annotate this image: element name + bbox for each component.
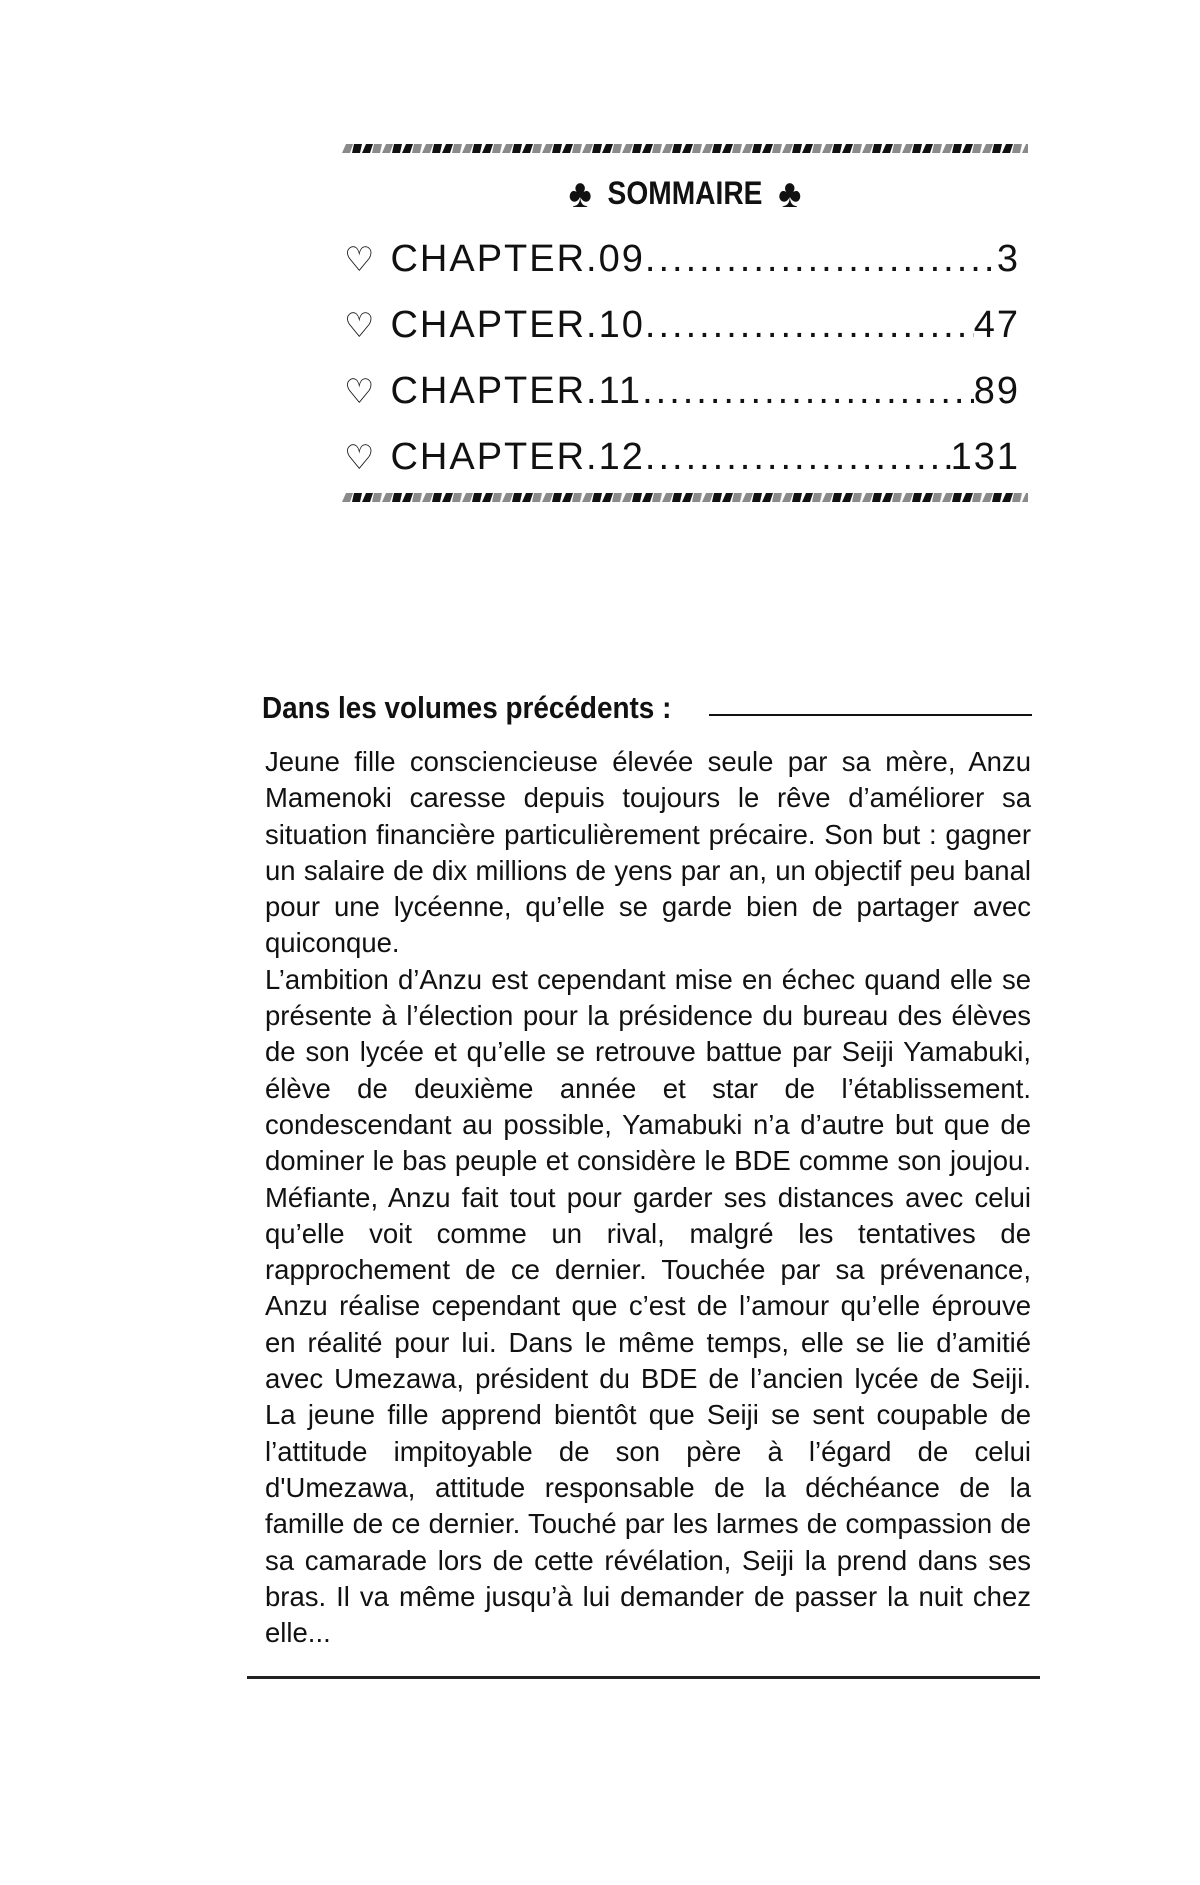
zigzag-segment (392, 493, 402, 502)
zigzag-segment (922, 493, 933, 502)
zigzag-segment (682, 493, 693, 502)
heart-outline-icon: ♡ (344, 240, 377, 280)
zigzag-segment (862, 493, 873, 502)
zigzag-segment (992, 144, 1002, 153)
zigzag-segment (872, 144, 882, 153)
zigzag-segment (872, 493, 882, 502)
zigzag-segment (782, 493, 793, 502)
heart-outline-icon: ♡ (344, 372, 377, 412)
zigzag-segment (452, 493, 462, 502)
toc-title-text: SOMMAIRE (607, 175, 763, 211)
zigzag-segment (772, 144, 782, 153)
zigzag-segment (642, 493, 653, 502)
zigzag-segment (692, 144, 702, 153)
zigzag-segment (902, 493, 913, 502)
zigzag-segment (552, 144, 562, 153)
zigzag-segment (952, 144, 962, 153)
zigzag-segment (832, 144, 842, 153)
zigzag-segment (1002, 144, 1013, 153)
toc-entry-page: 131 (950, 436, 1020, 478)
zigzag-segment (612, 144, 622, 153)
zigzag-segment (822, 493, 833, 502)
zigzag-segment (572, 493, 582, 502)
zigzag-segment (802, 493, 813, 502)
heart-outline-icon: ♡ (344, 438, 377, 478)
zigzag-segment (412, 493, 422, 502)
toc-title (383, 172, 987, 217)
zigzag-segment (712, 493, 722, 502)
table-of-contents (344, 238, 1020, 502)
zigzag-segment (722, 144, 733, 153)
zigzag-segment (812, 493, 822, 502)
zigzag-segment (742, 493, 753, 502)
zigzag-segment (832, 493, 842, 502)
club-icon: ♣ (568, 172, 592, 216)
zigzag-segment (442, 144, 453, 153)
zigzag-segment (762, 493, 773, 502)
toc-entry[interactable] (344, 370, 1020, 436)
zigzag-segment (892, 493, 902, 502)
zigzag-segment (562, 493, 573, 502)
zigzag-segment (702, 493, 713, 502)
zigzag-segment (512, 144, 522, 153)
zigzag-segment (762, 144, 773, 153)
zigzag-segment (422, 144, 433, 153)
zigzag-segment (672, 493, 682, 502)
zigzag-segment (932, 144, 942, 153)
zigzag-segment (592, 144, 602, 153)
zigzag-segment (642, 144, 653, 153)
zigzag-segment (732, 493, 742, 502)
zigzag-segment (522, 493, 533, 502)
zigzag-segment (492, 144, 502, 153)
toc-entry-label: CHAPTER.12 (390, 436, 645, 478)
zigzag-segment (712, 144, 722, 153)
zigzag-segment (502, 493, 513, 502)
zigzag-pattern (342, 492, 1028, 502)
zigzag-segment (562, 144, 573, 153)
zigzag-segment (962, 144, 973, 153)
zigzag-segment (432, 493, 442, 502)
zigzag-segment (372, 493, 382, 502)
zigzag-segment (982, 493, 993, 502)
zigzag-segment (352, 144, 362, 153)
zigzag-segment (412, 144, 422, 153)
zigzag-segment (372, 144, 382, 153)
zigzag-segment (402, 144, 413, 153)
zigzag-segment (802, 144, 813, 153)
zigzag-segment (602, 493, 613, 502)
zigzag-segment (852, 144, 862, 153)
zigzag-segment (1012, 144, 1022, 153)
toc-entry-label: CHAPTER.11 (390, 370, 643, 412)
zigzag-segment (652, 493, 662, 502)
zigzag-segment (782, 144, 793, 153)
zigzag-segment (742, 144, 753, 153)
zigzag-segment (812, 144, 822, 153)
zigzag-segment (342, 144, 353, 153)
recap-heading (262, 690, 1032, 726)
zigzag-segment (922, 144, 933, 153)
heading-rule (709, 714, 1032, 716)
zigzag-segment (882, 493, 893, 502)
zigzag-segment (362, 493, 373, 502)
zigzag-segment (502, 144, 513, 153)
zigzag-segment (602, 144, 613, 153)
zigzag-segment (492, 493, 502, 502)
zigzag-segment (532, 493, 542, 502)
zigzag-segment (392, 144, 402, 153)
zigzag-segment (772, 493, 782, 502)
toc-entry-page: 47 (973, 304, 1020, 346)
club-icon: ♣ (778, 172, 802, 216)
toc-leader-dots (645, 304, 974, 347)
zigzag-segment (702, 144, 713, 153)
zigzag-segment (842, 493, 853, 502)
zigzag-segment (512, 493, 522, 502)
zigzag-segment (522, 144, 533, 153)
zigzag-segment (672, 144, 682, 153)
zigzag-segment (682, 144, 693, 153)
zigzag-segment (612, 493, 622, 502)
toc-entry[interactable] (344, 238, 1020, 304)
zigzag-segment (632, 144, 642, 153)
zigzag-segment (592, 493, 602, 502)
zigzag-segment (582, 493, 593, 502)
zigzag-segment (432, 144, 442, 153)
toc-leader-dots (645, 238, 997, 281)
zigzag-segment (442, 493, 453, 502)
zigzag-segment (822, 144, 833, 153)
zigzag-segment (942, 493, 953, 502)
zigzag-segment (792, 493, 802, 502)
zigzag-segment (452, 144, 462, 153)
zigzag-segment (482, 493, 493, 502)
zigzag-segment (752, 144, 762, 153)
zigzag-segment (472, 493, 482, 502)
zigzag-segment (1022, 493, 1028, 502)
zigzag-segment (572, 144, 582, 153)
zigzag-pattern (342, 143, 1028, 153)
zigzag-segment (862, 144, 873, 153)
zigzag-segment (662, 493, 673, 502)
zigzag-segment (902, 144, 913, 153)
zigzag-segment (722, 493, 733, 502)
zigzag-segment (342, 493, 353, 502)
zigzag-segment (972, 493, 982, 502)
zigzag-segment (462, 144, 473, 153)
zigzag-segment (622, 493, 633, 502)
zigzag-segment (382, 493, 393, 502)
recap-paragraph: L’ambition d’Anzu est cependant mise en échec quand elle se présente à l’élection pour la présidence du bureau des élèves de son lycée et qu’elle se retrouve battue par Seiji Yamabuki, élève de deuxième année et star de l’établissement. condescendant au possible, Yamabuki n’a d’autre but que de dominer le bas peuple et considère le BDE comme son joujou. Méfiante, Anzu fait tout pour garder ses distances avec celui qu’elle voit comme un rival, malgré les tentatives de rapprochement de ce dernier. Touchée par sa prévenance, Anzu réalise cependant que c’est de l’amour qu’elle éprouve en réalité pour lui. Dans le même temps, elle se lie d’amitié avec Umezawa, président du BDE de l’ancien lycée de Seiji. La jeune fille apprend bientôt que Seiji se sent coupable de l’attitude impitoyable de son père à l’égard de celui d'Umezawa, attitude responsable de la déchéance de la famille de ce dernier. Touché par les larmes de compassion de sa camarade lors de cette révélation, Seiji la prend dans ses bras. Il va même jusqu’à lui demander de passer la nuit chez elle... (265, 963, 1031, 1649)
zigzag-segment (532, 144, 542, 153)
toc-leader-dots (645, 436, 951, 479)
bottom-rule (247, 1676, 1040, 1679)
zigzag-segment (942, 144, 953, 153)
zigzag-segment (482, 144, 493, 153)
zigzag-segment (912, 144, 922, 153)
zigzag-segment (692, 493, 702, 502)
toc-entry-label: CHAPTER.10 (390, 304, 645, 346)
recap-paragraph: Jeune fille consciencieuse élevée seule par sa mère, Anzu Mamenoki caresse depuis toujours le rêve d’améliorer sa situation financière particulièrement précaire. Son but : gagner un salaire de dix millions de yens par an, un objectif peu banal pour une lycéenne, qu’elle se garde bien de partager avec quiconque. (265, 746, 1031, 959)
zigzag-segment (992, 493, 1002, 502)
toc-entry-page: 89 (973, 370, 1020, 412)
zigzag-segment (382, 144, 393, 153)
toc-entry[interactable] (344, 304, 1020, 370)
zigzag-segment (622, 144, 633, 153)
zigzag-segment (352, 493, 362, 502)
heart-outline-icon: ♡ (344, 306, 377, 346)
toc-entry-label: CHAPTER.09 (390, 238, 645, 280)
zigzag-segment (732, 144, 742, 153)
zigzag-segment (952, 493, 962, 502)
zigzag-segment (962, 493, 973, 502)
zigzag-segment (552, 493, 562, 502)
zigzag-segment (652, 144, 662, 153)
zigzag-segment (662, 144, 673, 153)
zigzag-segment (462, 493, 473, 502)
toc-leader-dots (642, 370, 974, 413)
zigzag-segment (1002, 493, 1013, 502)
zigzag-segment (1022, 144, 1028, 153)
zigzag-segment (972, 144, 982, 153)
zigzag-segment (752, 493, 762, 502)
zigzag-segment (472, 144, 482, 153)
zigzag-segment (842, 144, 853, 153)
recap-body (265, 744, 1031, 1651)
recap-heading-text: Dans les volumes précédents : (262, 690, 672, 725)
zigzag-segment (582, 144, 593, 153)
zigzag-segment (402, 493, 413, 502)
zigzag-segment (932, 493, 942, 502)
zigzag-segment (542, 144, 553, 153)
zigzag-segment (1012, 493, 1022, 502)
zigzag-segment (912, 493, 922, 502)
zigzag-segment (362, 144, 373, 153)
zigzag-segment (852, 493, 862, 502)
top-zigzag-border (342, 143, 1028, 153)
bottom-zigzag-border (342, 492, 1028, 502)
toc-entry-page: 3 (996, 238, 1020, 280)
zigzag-segment (982, 144, 993, 153)
zigzag-segment (892, 144, 902, 153)
zigzag-segment (792, 144, 802, 153)
zigzag-segment (882, 144, 893, 153)
zigzag-segment (542, 493, 553, 502)
zigzag-segment (422, 493, 433, 502)
zigzag-segment (632, 493, 642, 502)
